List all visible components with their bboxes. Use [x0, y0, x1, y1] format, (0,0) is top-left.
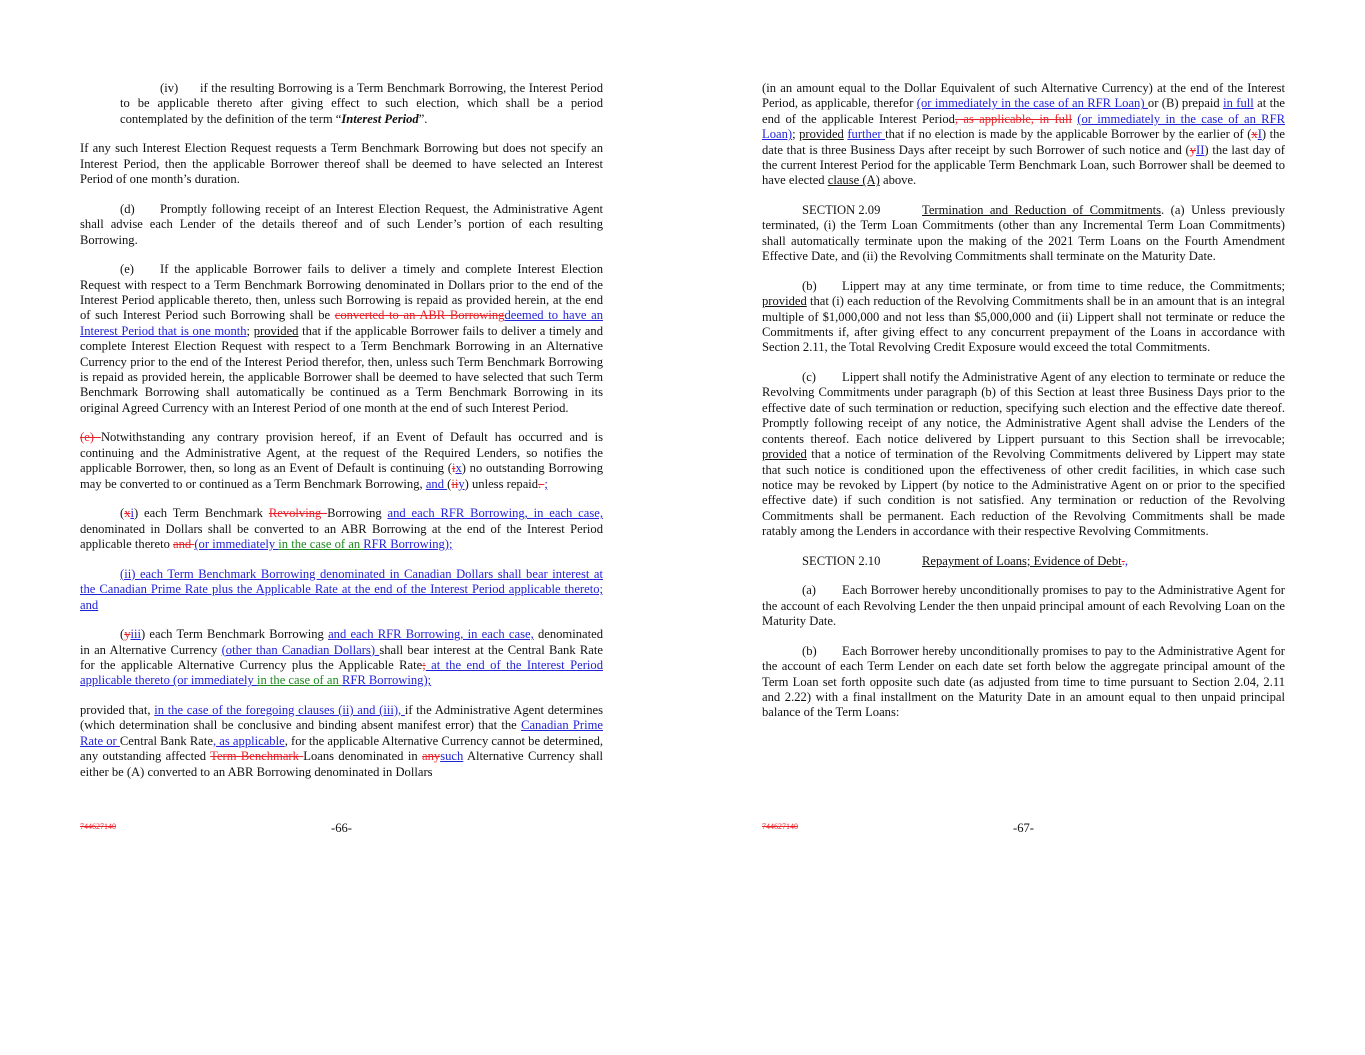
paragraph	[762, 203, 1285, 265]
paragraph	[120, 81, 603, 127]
text-run: ) no outstanding Borrowing may be converted to or continued as a Term Benchmark Borrowing,	[80, 461, 603, 491]
inserted-text: I	[1257, 127, 1262, 142]
defined-term: Interest Period	[341, 111, 419, 126]
deleted-text: Revolving	[268, 506, 328, 521]
inserted-text: (or immediately	[194, 537, 279, 552]
inserted-text: RFR Borrowing);	[341, 673, 432, 688]
document-id: 744627140	[80, 822, 116, 831]
inserted-text: and each RFR Borrowing, in each case,	[387, 506, 603, 521]
paragraph	[80, 627, 603, 689]
deleted-text: any	[422, 749, 441, 764]
text-run: that a notice of termination of the Revolving Commitments delivered by Lippert may state that such notice is conditioned upon the effectiveness of other credit facilities, in which case such notice may be revoked by Lippert (by notice to the Administrative Agent on or prior to the specified effective date) if such condition is not satisfied. Any termination or reduction of the Revolving Commitments shall be permanent. Each reduction of the Revolving Commitments shall be made ratably among the Lenders in accordance with their respective Revolving Commitments.	[762, 447, 1285, 539]
deleted-text: .	[1121, 553, 1125, 568]
paragraph	[80, 703, 603, 780]
text-run: (	[447, 476, 452, 491]
paragraph	[762, 644, 1285, 721]
inserted-text: (or immediately in the case of an RFR Loan)	[916, 96, 1148, 111]
page-number: -67-	[1013, 821, 1034, 835]
text-run: Central Bank Rate	[119, 733, 213, 748]
paragraph	[762, 583, 1285, 629]
inserted-text: (ii) each Term Benchmark Borrowing denominated in Canadian Dollars shall bear interest at the Canadian Prime Rate plus the Applicable Rate at the end of the Interest Period applicable thereto; and	[80, 566, 603, 612]
text-run: ) the last day of the current Interest Period for the applicable Term Benchmark Loan, such Borrower shall be deemed to have elected	[762, 142, 1286, 188]
inserted-text: deemed to have an Interest Period that is one month	[80, 308, 603, 338]
paragraph-number: (e)	[120, 262, 134, 277]
deleted-text: y	[124, 627, 131, 642]
text-run: (	[120, 506, 125, 521]
text-run: that (i) each reduction of the Revolving Commitments shall be in an amount that is an integral multiple of $1,000,000 and not less than $5,000,000 and (ii) Lippert shall not terminate or reduce the Commitments if, after giving effect to any concurrent prepayment of the Loans in accordance with Section 2.11, the Total Revolving Credit Exposure would exceed the total Commitments.	[762, 294, 1285, 355]
text-run: ;	[792, 127, 800, 142]
underlined-term: Termination and Reduction of Commitments	[922, 203, 1162, 218]
text-run: Notwithstanding any contrary provision hereof, if an Event of Default has occurred and is continuing and the Administrative Agent, at the request of the Required Lenders, so notifies the applicable Borrower, then, so long as an Event of Default is continuing (	[80, 430, 603, 476]
inserted-text: and	[425, 476, 448, 491]
inserted-text: ;	[544, 476, 548, 491]
text-run: if the resulting Borrowing is a Term Benchmark Borrowing, the Interest Period to be applicable thereto after giving effect to such election, which shall be a period contemplated by the definition of the term “	[120, 81, 603, 126]
text-run: Each Borrower hereby unconditionally promises to pay to the Administrative Agent for the account of each Revolving Lender the then unpaid principal amount of each Revolving Loan on the Maturity Date.	[762, 583, 1285, 629]
deleted-text: ;	[422, 657, 426, 672]
paragraph	[762, 81, 1285, 189]
text-run: If any such Interest Election Request requests a Term Benchmark Borrowing but does not specify an Interest Period, then the applicable Borrower thereof shall be deemed to have selected an Interest Period of one month’s duration.	[80, 141, 603, 187]
deleted-text: Term Benchmark	[210, 749, 304, 764]
deleted-text: .	[538, 476, 545, 491]
text-run: or (B) prepaid	[1147, 96, 1224, 111]
page-footer-66	[80, 819, 603, 835]
inserted-text: in full	[1223, 96, 1254, 111]
inserted-text: and each RFR Borrowing, in each case,	[328, 627, 534, 642]
deleted-text: (e)	[80, 430, 101, 445]
inserted-text: further	[847, 127, 886, 142]
inserted-text: (or immediately in the case of an RFR Loan)	[762, 111, 1285, 142]
deleted-text: ii	[451, 476, 459, 491]
text-run: that if no election is made by the applicable Borrower by the earlier of (	[885, 127, 1252, 142]
paragraph	[80, 430, 603, 492]
inserted-text: ,	[1124, 553, 1128, 568]
inserted-text: iii	[130, 627, 141, 642]
inserted-text: i	[130, 506, 134, 521]
text-run: ) the date that is three Business Days after receipt by such Borrower of such notice and (	[762, 127, 1285, 157]
deleted-text: x	[1251, 127, 1258, 142]
text-run: that if the applicable Borrower fails to deliver a timely and complete Interest Election Request with respect to a Term Benchmark Borrowing in an Alternative Currency prior to the end of the Interest Period therefor, then, unless such Term Benchmark Borrowing is repaid as provided herein, the applicable Borrower shall be deemed to have selected that such Term Benchmark Borrowing shall automatically be continued as a Term Benchmark Borrowing in its original Agreed Currency with an Interest Period of one month at the end of such Interest Period.	[80, 323, 603, 415]
paragraph	[80, 141, 603, 187]
underlined-term: clause (A)	[827, 173, 880, 188]
text-run: provided that,	[80, 702, 155, 717]
paragraph	[80, 567, 603, 613]
paragraph-number: (b)	[802, 643, 817, 658]
text-run: Promptly following receipt of an Interest Election Request, the Administrative Agent shall advise each Lender of the details thereof and of such Lender’s portion of each resulting Borrowing.	[80, 201, 603, 247]
text-run: denominated in Dollars shall be converted to an ABR Borrowing at the end of the Interest Period applicable thereto	[80, 521, 603, 552]
section-number: SECTION 2.10	[802, 553, 881, 568]
text-run: above.	[879, 173, 917, 188]
deleted-text: and	[173, 537, 195, 552]
paragraph	[80, 262, 603, 416]
inserted-text: Canadian Prime Rate or	[80, 718, 603, 748]
underlined-term: provided	[799, 127, 844, 142]
text-run: , for the applicable Alternative Currency cannot be determined, any outstanding affected	[80, 733, 604, 764]
text-run: Borrowing	[327, 506, 388, 521]
inserted-text: y	[458, 476, 465, 491]
deleted-text: converted to an ABR Borrowing	[334, 308, 505, 323]
text-run: (in an amount equal to the Dollar Equivalent of such Alternative Currency) at the end of the Interest Period, as applicable, therefor	[762, 81, 1285, 111]
text-run: denominated in an Alternative Currency	[80, 627, 603, 657]
underlined-term: provided	[762, 447, 807, 462]
moved-text: in the case of an	[256, 673, 342, 688]
page-67	[762, 81, 1285, 735]
page-number: -66-	[331, 821, 352, 835]
inserted-text: such	[440, 749, 464, 764]
deleted-text: , as applicable, in full	[954, 111, 1072, 126]
inserted-text: , as applicable	[212, 733, 285, 748]
underlined-term: provided	[253, 323, 299, 338]
deleted-text: y	[1189, 142, 1197, 157]
text-run: Loans denominated in	[303, 749, 423, 764]
text-run: ) unless repaid	[464, 476, 539, 491]
paragraph-number: (d)	[120, 201, 135, 216]
document-id: 744627140	[762, 822, 798, 831]
deleted-text: i	[451, 461, 456, 476]
paragraph	[80, 506, 603, 552]
text-run: ;	[246, 323, 254, 338]
text-run: shall bear interest at the Central Bank Rate for the applicable Alternative Currency plus the Applicable Rate	[80, 642, 603, 672]
paragraph	[762, 279, 1285, 356]
underlined-term: Repayment of Loans; Evidence of Debt	[922, 553, 1122, 568]
deleted-text: x	[124, 506, 131, 521]
paragraph-number: (a)	[802, 583, 816, 598]
paragraph	[762, 370, 1285, 539]
page-footer-67	[762, 819, 1285, 835]
text-run: Lippert shall notify the Administrative Agent of any election to terminate or reduce the Revolving Commitments under paragraph (b) of this Section at least three Business Days prior to the effective date of such termination or reduction, specifying such election and the effective date thereof. Promptly following receipt of any notice, the Administrative Agent shall advise the Lenders of the contents thereof. Each notice delivered by Lippert pursuant to this Section shall be irrevocable;	[762, 370, 1285, 446]
paragraph	[762, 554, 1285, 569]
text-run: Each Borrower hereby unconditionally promises to pay to the Administrative Agent for the account of each Term Lender on each date set forth below the aggregate principal amount of the Term Loan set forth opposite such date (as adjusted from time to time pursuant to Section 2.04, 2.11 and 2.22) with a final installment on the Maturity Date in an amount equal to then unpaid principal balance of the Term Loans:	[762, 643, 1285, 720]
text-run: If the applicable Borrower fails to deliver a timely and complete Interest Election Request with respect to a Term Benchmark Borrowing denominated in Dollars prior to the end of the Interest Period applicable thereto, then, unless such Borrowing is repaid as provided herein, at the end of such Interest Period such Borrowing shall be	[80, 262, 603, 323]
inserted-text: RFR Borrowing);	[363, 537, 453, 552]
inserted-text: at the end of the Interest Period applicable thereto (or immediately	[80, 657, 603, 688]
inserted-text: II	[1196, 142, 1205, 157]
underlined-term: provided	[762, 294, 807, 309]
paragraph	[80, 202, 603, 248]
inserted-text: x	[455, 461, 462, 476]
inserted-text: (other than Canadian Dollars)	[221, 642, 380, 657]
text-run: . (a) Unless previously terminated, (i) the Term Loan Commitments (other than any Incremental Term Loan Commitments) shall automatically terminate upon the making of the 2021 Term Loans on the Fourth Amendment Effective Date, and (ii) the Revolving Commitments shall terminate on the Maturity Date.	[762, 203, 1285, 264]
paragraph-number: (b)	[802, 278, 817, 293]
text-run: if the Administrative Agent determines (which determination shall be conclusive and binding absent manifest error) that the	[80, 702, 603, 733]
text-run: ) each Term Benchmark	[134, 506, 269, 521]
moved-text: in the case of an	[278, 537, 364, 552]
text-run: (	[120, 627, 125, 642]
text-run: ) each Term Benchmark Borrowing	[141, 627, 329, 642]
text-run: ”.	[418, 111, 428, 126]
text-run: Alternative Currency shall either be (A) converted to an ABR Borrowing denominated in Dollars	[80, 749, 603, 779]
paragraph-number: (iv)	[160, 81, 179, 95]
section-number: SECTION 2.09	[802, 203, 881, 218]
text-run: Lippert may at any time terminate, or from time to time reduce, the Commitments;	[842, 278, 1285, 293]
page-66	[80, 81, 603, 794]
text-run: at the end of the applicable Interest Period	[762, 96, 1285, 126]
inserted-text: in the case of the foregoing clauses (ii) and (iii),	[154, 702, 405, 717]
paragraph-number: (c)	[802, 370, 816, 385]
